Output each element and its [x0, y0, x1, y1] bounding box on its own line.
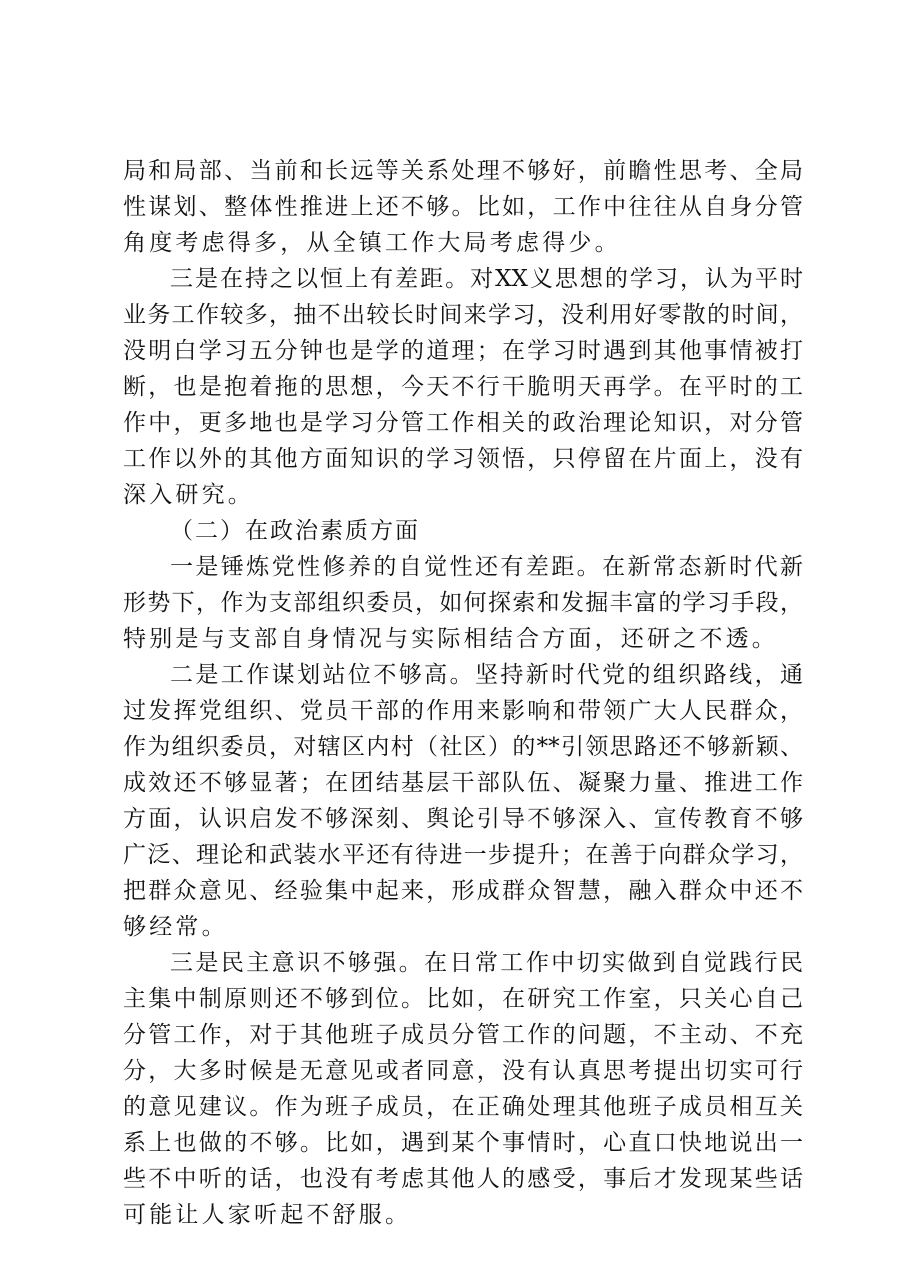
text-line: 广泛、理论和武装水平还有待进一步提升；在善于向群众学习，: [123, 842, 803, 868]
text-line: 没明白学习五分钟也是学的道理；在学习时遇到其他事情被打: [123, 338, 803, 364]
text-line: 成效还不够显著；在团结基层干部队伍、凝聚力量、推进工作: [123, 770, 803, 796]
text-line: 把群众意见、经验集中起来，形成群众智慧，融入群众中还不: [123, 878, 803, 904]
text-line: 系上也做的不够。比如，遇到某个事情时，心直口快地说出一: [123, 1130, 803, 1156]
paragraph-first-line: 一是锤炼党性修养的自觉性还有差距。在新常态新时代新: [170, 554, 803, 580]
section-heading: （二）在政治素质方面: [170, 518, 420, 544]
paragraph-first-line: 三是民主意识不够强。在日常工作中切实做到自觉践行民: [170, 950, 803, 976]
text-line: 局和局部、当前和长远等关系处理不够好，前瞻性思考、全局: [123, 158, 803, 184]
text-line: 够经常。: [123, 914, 228, 940]
text-line: 作为组织委员，对辖区内村（社区）的**引领思路还不够新颖、: [123, 734, 803, 760]
paragraph-first-line: 三是在持之以恒上有差距。对XX义思想的学习，认为平时: [170, 266, 803, 292]
text-line: 特别是与支部自身情况与实际相结合方面，还研之不透。: [123, 626, 778, 652]
text-line: 的意见建议。作为班子成员，在正确处理其他班子成员相互关: [123, 1094, 803, 1120]
text-line: 分，大多时候是无意见或者同意，没有认真思考提出切实可行: [123, 1058, 803, 1084]
text-line: 可能让人家听起不舒服。: [123, 1202, 412, 1228]
text-line: 业务工作较多，抽不出较长时间来学习，没利用好零散的时间，: [123, 302, 803, 328]
text-line: 工作以外的其他方面知识的学习领悟，只停留在片面上，没有: [123, 446, 803, 472]
text-line: 性谋划、整体性推进上还不够。比如，工作中往往从自身分管: [123, 194, 803, 220]
text-line: 作中，更多地也是学习分管工作相关的政治理论知识，对分管: [123, 410, 803, 436]
text-line: 过发挥党组织、党员干部的作用来影响和带领广大人民群众，: [123, 698, 803, 724]
text-line: 断，也是抱着拖的思想，今天不行干脆明天再学。在平时的工: [123, 374, 803, 400]
text-line: 方面，认识启发不够深刻、舆论引导不够深入、宣传教育不够: [123, 806, 803, 832]
text-line: 形势下，作为支部组织委员，如何探索和发掘丰富的学习手段，: [123, 590, 803, 616]
text-line: 角度考虑得多，从全镇工作大局考虑得少。: [123, 230, 621, 256]
paragraph-first-line: 二是工作谋划站位不够高。坚持新时代党的组织路线，通: [170, 662, 803, 688]
text-line: 些不中听的话，也没有考虑其他人的感受，事后才发现某些话: [123, 1166, 803, 1192]
text-line: 分管工作，对于其他班子成员分管工作的问题，不主动、不充: [123, 1022, 803, 1048]
text-line: 主集中制原则还不够到位。比如，在研究工作室，只关心自己: [123, 986, 803, 1012]
text-line: 深入研究。: [123, 482, 254, 508]
